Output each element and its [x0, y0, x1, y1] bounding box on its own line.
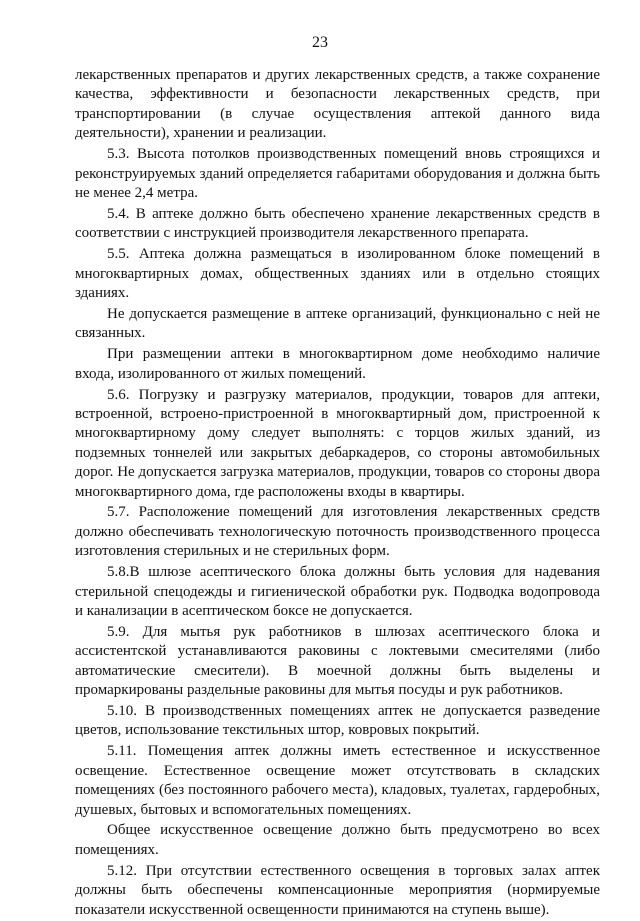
- paragraph-5-9: 5.9. Для мытья рук работников в шлюзах асептического блока и ассистентской устанавливаются раковины с локтевыми смесителями (либо автоматические смесители). В моечной должны быть выделены и промаркированы раздельные раковины для мытья посуды и рук работников.: [75, 623, 600, 699]
- document-body: [75, 66, 600, 921]
- page-number: 23: [312, 34, 328, 51]
- paragraph-continuation: лекарственных препаратов и других лекарственных средств, а также сохранение качества, эффективности и безопасности лекарственных средств, при транспортировании (в случае осуществления аптекой данного вида деятельности), хранении и реализации.: [75, 67, 600, 142]
- paragraph-5-4: 5.4. В аптеке должно быть обеспечено хранение лекарственных средств в соответствии с инструкцией производителя лекарственного препарата.: [75, 205, 600, 242]
- paragraph-5-5: 5.5. Аптека должна размещаться в изолированном блоке помещений в многоквартирных домах, общественных зданиях или в отдельно стоящих зданиях.: [75, 246, 600, 301]
- paragraph-5-11: 5.11. Помещения аптек должны иметь естественное и искусственное освещение. Естественное освещение может отсутствовать в складских помещениях (без постоянного рабочего места), кладовых, туалетах, гардеробных, душевых, бытовых и вспомогательных помещениях.: [75, 743, 600, 818]
- paragraph-5-6: 5.6. Погрузку и разгрузку материалов, продукции, товаров для аптеки, встроенной, встроено-пристроенной в многоквартирный дом, пристроенной к многоквартирному дому следует выполнять: с торцов жилых зданий, из подземных тоннелей или закрытых дебаркадеров, со стороны автомобильных дорог. Не допускается загрузка материалов, продукции, товаров со стороны двора многоквартирного дома, где расположены входы в квартиры.: [75, 386, 600, 500]
- paragraph-5-3: 5.3. Высота потолков производственных помещений вновь строящихся и реконструируемых зданий определяется габаритами оборудования и должна быть не менее 2,4 метра.: [75, 146, 600, 201]
- paragraph-5-5-note-1: Не допускается размещение в аптеке организаций, функционально с ней не связанных.: [75, 305, 600, 342]
- paragraph-5-11-note: Общее искусственное освещение должно быть предусмотрено во всех помещениях.: [75, 822, 600, 858]
- paragraph-5-8: 5.8.В шлюзе асептического блока должны быть условия для надевания стерильной спецодежды и гигиенической обработки рук. Подводка водопровода и канализации в асептическом боксе не допускается.: [75, 564, 600, 619]
- paragraph-5-12: 5.12. При отсутствии естественного освещения в торговых залах аптек должны быть обеспечены компенсационные мероприятия (нормируемые показатели искусственной освещенности принимаются на ступень выше).: [75, 862, 600, 918]
- paragraph-5-7: 5.7. Расположение помещений для изготовления лекарственных средств должно обеспечивать технологическую поточность производственного процесса изготовления стерильных и не стерильных форм.: [75, 504, 600, 560]
- paragraph-5-10: 5.10. В производственных помещениях аптек не допускается разведение цветов, использование текстильных штор, ковровых покрытий.: [75, 703, 600, 739]
- paragraph-5-5-note-2: При размещении аптеки в многоквартирном доме необходимо наличие входа, изолированного от жилых помещений.: [75, 346, 600, 382]
